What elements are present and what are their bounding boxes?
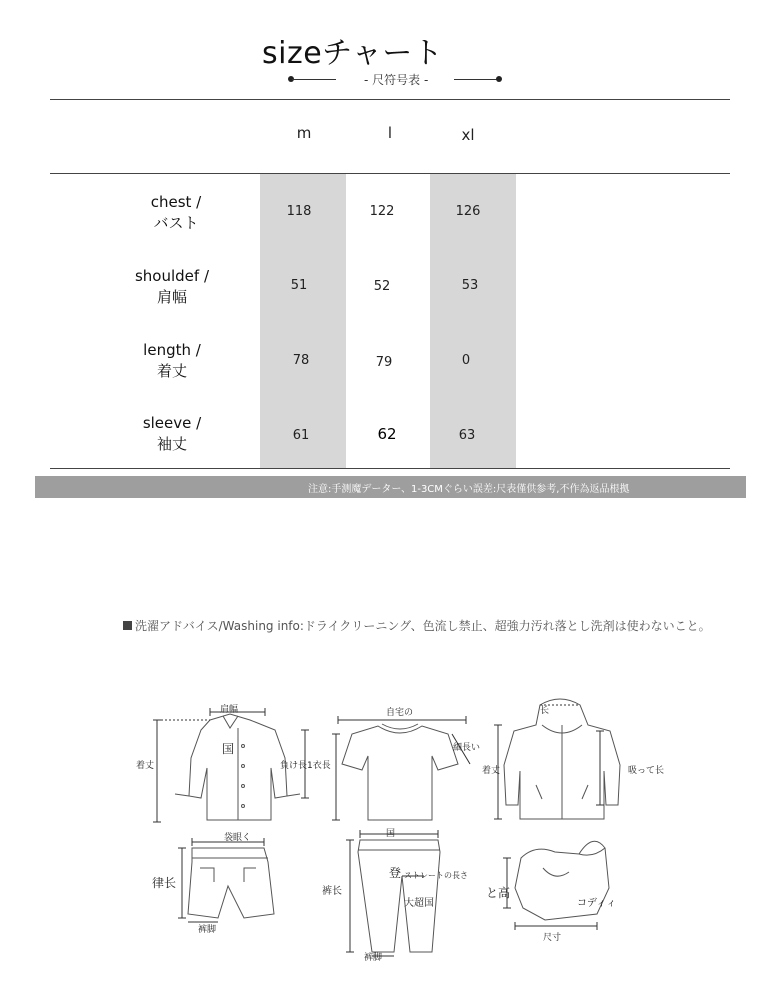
jacket-label-right: 吸って长 (628, 766, 665, 776)
table-bottom-rule (50, 468, 730, 469)
shirt-diagram (135, 698, 331, 828)
pants-label-thigh: 大超国 (404, 898, 434, 909)
pants-label-left: 裤长 (322, 886, 342, 897)
bullet-square-icon (123, 621, 132, 630)
table-top-rule (50, 99, 730, 100)
table-header-rule (50, 173, 730, 174)
row-label-jp: 肩幅 (156, 288, 187, 306)
tshirt-outline-icon (330, 700, 490, 825)
shirt-label-chest: 国 (222, 742, 235, 756)
table-cell: 122 (369, 204, 395, 219)
pants-label-mid: 登 (389, 866, 402, 880)
pants-label-straight: ストレートの長さ (404, 871, 468, 880)
hoodie-label-left: と高 (486, 886, 511, 900)
pants-diagram (320, 826, 490, 962)
row-label-en: length / (143, 341, 201, 359)
hoodie-label-right: コディィ (577, 898, 617, 909)
column-header-l: l (387, 124, 393, 142)
shirt-label-left: 着丈 (136, 761, 155, 771)
row-label-en: chest / (150, 193, 202, 211)
shorts-label-top: 袋眼く (224, 833, 252, 843)
table-cell: 0 (461, 353, 471, 368)
measurement-note: 注意:手测魔データー、1-3CMぐらい誤差:尺表僅供参考,不作為返品根拠 (308, 484, 630, 495)
row-label-shoulder (112, 266, 232, 308)
subtitle: - 尺符号表 - (364, 73, 429, 87)
ornament-line-right (454, 79, 498, 80)
row-label-jp: 着丈 (156, 362, 187, 380)
table-cell: 118 (286, 204, 312, 219)
row-label-chest (116, 192, 236, 234)
ornament-line-left (292, 79, 336, 80)
washing-info-text: 洗濯アドバイス/Washing info:ドライクリーニング、色流し禁止、超強力汚れ落とし洗剤は使わないこと。 (135, 619, 711, 633)
hoodie-label-bottom: 尺寸 (543, 933, 562, 943)
row-label-jp: バスト (153, 214, 199, 232)
tshirt-diagram (330, 700, 490, 825)
jacket-label-left: 着丈 (482, 766, 501, 776)
row-label-length (112, 340, 232, 382)
subtitle-row (288, 70, 502, 90)
hoodie-diagram (485, 828, 625, 948)
table-cell: 51 (290, 278, 308, 293)
table-cell: 78 (292, 353, 310, 368)
table-cell: 53 (461, 278, 479, 293)
row-label-en: sleeve / (142, 414, 202, 432)
jacket-diagram (480, 695, 665, 825)
row-label-sleeve (112, 413, 232, 455)
page-title: sizeチャート (262, 36, 444, 71)
shorts-label-left: 律长 (152, 876, 177, 890)
row-label-jp: 袖丈 (156, 435, 187, 453)
jacket-outline-icon (480, 695, 660, 825)
shirt-label-right: 負け長1衣長 (280, 761, 331, 771)
table-cell: 63 (458, 428, 476, 443)
table-cell: 61 (292, 428, 310, 443)
shorts-label-bottom: 裤脚 (198, 925, 217, 935)
column-header-m: m (296, 124, 312, 142)
jacket-label-top: 长 (540, 706, 550, 716)
washing-info (123, 617, 711, 634)
shorts-diagram (148, 828, 288, 938)
shirt-label-top: 肩幅 (220, 705, 239, 715)
pants-label-bottom: 裤脚 (364, 953, 383, 963)
tshirt-label-right: 細長い (453, 743, 481, 753)
column-header-xl: xl (461, 126, 475, 144)
table-cell: 62 (377, 425, 397, 443)
table-cell: 126 (455, 204, 481, 219)
tshirt-label-top: 自宅の (386, 708, 414, 718)
ornament-dot-right (496, 76, 502, 82)
row-label-en: shouldef / (134, 267, 210, 285)
table-cell: 79 (375, 355, 393, 370)
table-cell: 52 (373, 279, 391, 294)
measurement-note-bar (35, 476, 746, 498)
pants-label-top: 国 (386, 829, 396, 839)
